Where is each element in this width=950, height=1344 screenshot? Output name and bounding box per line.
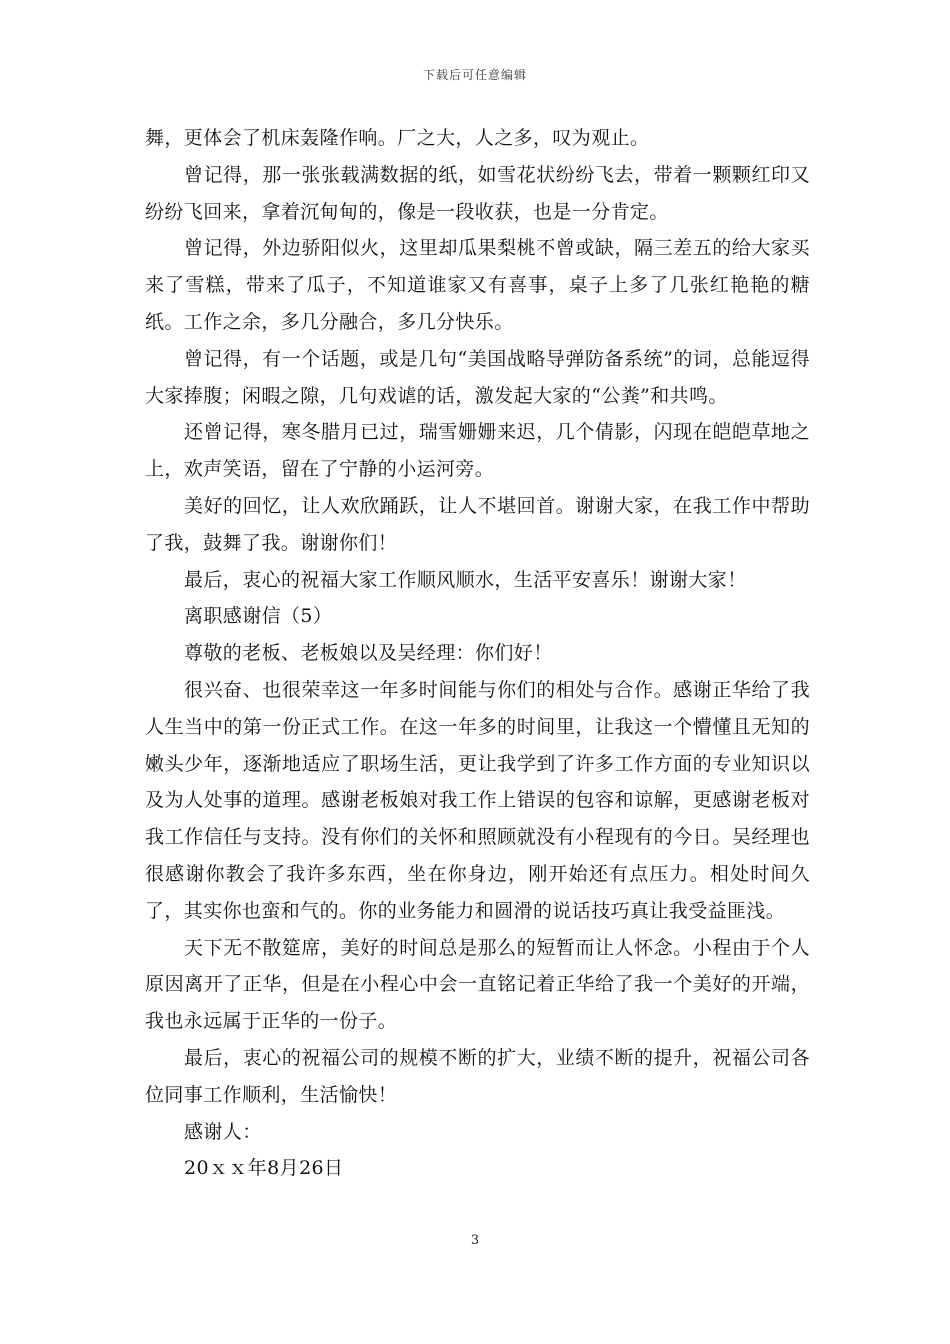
paragraph-farewell: 天下无不散筵席，美好的时间总是那么的短暂而让人怀念。小程由于个人原因离开了正华，但是在小程心中会一直铭记着正华给了我一个美好的开端，我也永远属于正华的一份子。 bbox=[145, 936, 810, 1033]
letter-date: 20ｘｘ年8月26日 bbox=[184, 1157, 344, 1180]
letter-salutation: 尊敬的老板、老板娘以及吴经理：你们好！ bbox=[184, 642, 553, 665]
paragraph-gratitude: 很兴奋、也很荣幸这一年多时间能与你们的相处与合作。感谢正华给了我人生当中的第一份正式工作。在这一年多的时间里，让我这一个懵懂且无知的嫩头少年，逐渐地适应了职场生活，更让我学到了许多工作方面的专业知识以及为人处事的道理。感谢老板娘对我工作上错误的包容和谅解，更感谢老板对我工作信任与支持。没有你们的关怀和照顾就没有小程现有的今日。吴经理也很感谢你教会了我许多东西，坐在你身边，刚开始还有点压力。相处时间久了，其实你也蛮和气的。你的业务能力和圆滑的说话技巧真让我受益匪浅。 bbox=[145, 678, 810, 922]
paragraph-memory-winter: 还曾记得，寒冬腊月已过，瑞雪姗姗来迟，几个倩影，闪现在皑皑草地之上，欢声笑语，留在了宁静的小运河旁。 bbox=[145, 421, 810, 481]
paragraph-memory-topics: 曾记得，有一个话题，或是几句“美国战略导弹防备系统”的词，总能逗得大家捧腹；闲暇之隙，几句戏谑的话，激发起大家的“公粪”和共鸣。 bbox=[145, 347, 810, 407]
signature-label: 感谢人： bbox=[184, 1120, 262, 1143]
letter-title: 离职感谢信（5） bbox=[184, 605, 333, 628]
page-header: 下载后可任意编辑 bbox=[422, 68, 527, 82]
document-body bbox=[145, 120, 810, 1187]
paragraph-final-wishes: 最后，衷心的祝福公司的规模不断的扩大，业绩不断的提升，祝福公司各位同事工作顺利，生活愉快！ bbox=[145, 1046, 810, 1106]
paragraph-thanks: 美好的回忆，让人欢欣踊跃，让人不堪回首。谢谢大家，在我工作中帮助了我，鼓舞了我。谢谢你们！ bbox=[145, 494, 810, 554]
page-number: 3 bbox=[470, 1233, 480, 1248]
paragraph-closing-wishes: 最后，衷心的祝福大家工作顺风顺水，生活平安喜乐！谢谢大家！ bbox=[184, 568, 747, 591]
paragraph-memory-data-sheets: 曾记得，那一张张载满数据的纸，如雪花状纷纷飞去，带着一颗颗红印又纷纷飞回来，拿着沉甸甸的，像是一段收获，也是一分肯定。 bbox=[145, 163, 810, 223]
paragraph-memory-snacks: 曾记得，外边骄阳似火，这里却瓜果梨桃不曾或缺，隔三差五的给大家买来了雪糕，带来了瓜子，不知道谁家又有喜事，桌子上多了几张红艳艳的糖纸。工作之余，多几分融合，多几分快乐。 bbox=[145, 237, 810, 333]
paragraph-continuation: 舞，更体会了机床轰隆作响。厂之大，人之多，叹为观止。 bbox=[145, 127, 650, 149]
